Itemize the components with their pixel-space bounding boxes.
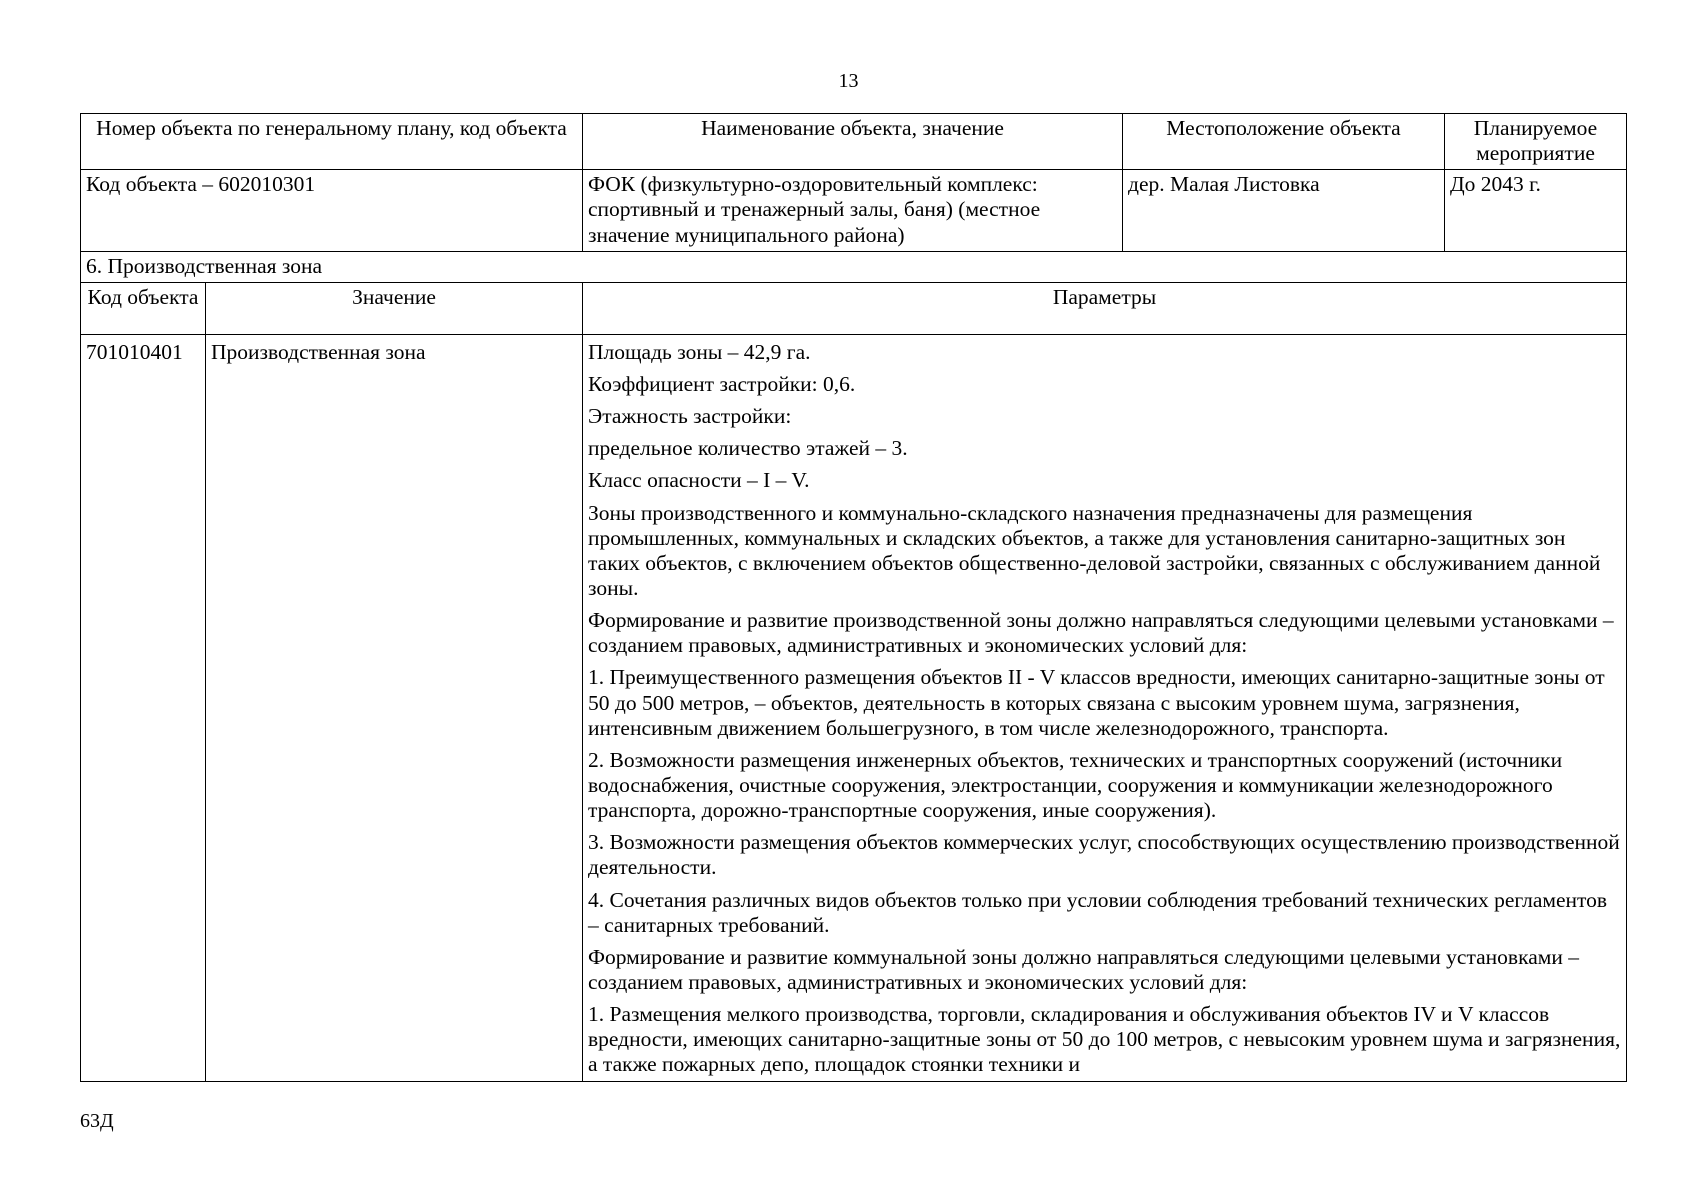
- header-object-number: Номер объекта по генеральному плану, код объекта: [81, 114, 583, 170]
- header-zone-code: Код объекта: [81, 282, 206, 334]
- section-title-row: [81, 251, 1627, 282]
- top-table-header-row: [81, 114, 1627, 170]
- zone-code-cell: 701010401: [81, 334, 206, 1081]
- param-paragraph: 2. Возможности размещения инженерных объектов, технических и транспортных сооружений (источники водоснабжения, очистные сооружения, электростанции, сооружения и коммуникации железнодорожного транспорта, дорожно-транспортные сооружения, иные сооружения).: [588, 747, 1563, 823]
- header-object-name: Наименование объекта, значение: [583, 114, 1123, 170]
- param-paragraph: Формирование и развитие производственной зоны должно направляться следующими целевыми установками – созданием правовых, административных и экономических условий для:: [588, 608, 1614, 658]
- param-paragraph: 3. Возможности размещения объектов коммерческих услуг, способствующих осуществлению производственной деятельности.: [588, 830, 1620, 880]
- section-title: 6. Производственная зона: [81, 251, 1627, 282]
- planned-measure-cell: До 2043 г.: [1445, 170, 1627, 251]
- param-paragraph: Площадь зоны – 42,9 га.: [588, 339, 811, 364]
- zone-table-header-row: [81, 282, 1627, 334]
- zone-table-row: [81, 334, 1627, 1081]
- document-table: [80, 113, 1627, 1082]
- zone-params-cell: [583, 334, 1627, 1081]
- zone-meaning-cell: Производственная зона: [206, 334, 583, 1081]
- param-paragraph: 1. Размещения мелкого производства, торговли, складирования и обслуживания объектов IV и V классов вредности, имеющих санитарно-защитные зоны от 50 до 100 метров, с невысоким уровнем шума и загрязнения, а также пожарных депо, площадок стоянки техники и: [588, 1002, 1621, 1077]
- header-object-location: Местоположение объекта: [1123, 114, 1445, 170]
- param-paragraph: предельное количество этажей – 3.: [588, 436, 908, 461]
- footer-code: 63Д: [80, 1110, 114, 1132]
- param-paragraph: 1. Преимущественного размещения объектов II - V классов вредности, имеющих санитарно-защитные зоны от 50 до 500 метров, – объектов, деятельность в которых связана с высоким уровнем шума, загрязнения, интенсивным движением большегрузного, в том числе железнодорожного, транспорта.: [588, 665, 1605, 740]
- param-paragraph: 4. Сочетания различных видов объектов только при условии соблюдения требований технических регламентов – санитарных требований.: [588, 887, 1608, 937]
- header-zone-meaning: Значение: [206, 282, 583, 334]
- header-zone-params: Параметры: [583, 282, 1627, 334]
- param-paragraph: Зоны производственного и коммунально-складского назначения предназначены для размещения промышленных, коммунальных и складских объектов, а также для установления санитарно-защитных зон таких объектов, с включением объектов общественно-деловой застройки, связанных с обслуживанием данной зоны.: [588, 500, 1601, 600]
- page-number: 13: [838, 70, 859, 92]
- object-location-cell: дер. Малая Листовка: [1123, 170, 1445, 251]
- top-table-row: [81, 170, 1627, 251]
- header-planned-measure: Планируемое мероприятие: [1445, 114, 1627, 170]
- param-paragraph: Коэффициент застройки: 0,6.: [588, 371, 856, 396]
- param-paragraph: Формирование и развитие коммунальной зоны должно направляться следующими целевыми установками – созданием правовых, административных и экономических условий для:: [588, 944, 1579, 994]
- param-paragraph: Этажность застройки:: [588, 404, 792, 429]
- object-code-cell: Код объекта – 602010301: [81, 170, 583, 251]
- param-paragraph: Класс опасности – I – V.: [588, 468, 810, 493]
- object-name-cell: ФОК (физкультурно-оздоровительный комплекс: спортивный и тренажерный залы, баня) (местное значение муниципального района): [583, 170, 1123, 251]
